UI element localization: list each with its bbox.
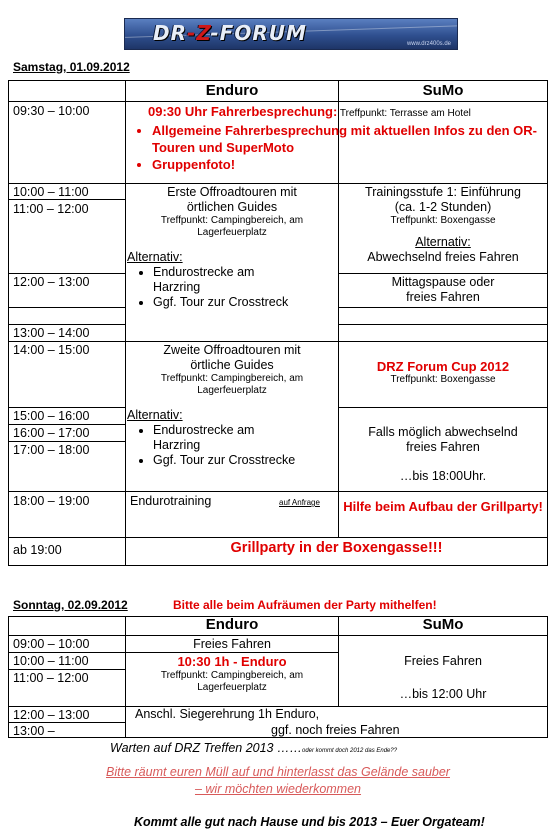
row-line [338, 307, 547, 308]
row-line [9, 324, 125, 325]
sumo-until-12: …bis 12:00 Uhr [399, 687, 487, 701]
cup-title: DRZ Forum Cup 2012 [376, 359, 510, 374]
row-line [9, 424, 125, 425]
banner-url: www.drz400s.de [406, 41, 451, 47]
time-slot: 13:00 – 14:00 [13, 326, 90, 340]
time-slot: 15:00 – 16:00 [13, 409, 90, 423]
row-line [338, 324, 547, 325]
sumo-lunch-cell [339, 275, 547, 305]
alt2-item: • Endurostrecke am Harzring [153, 423, 337, 453]
column-header-sumo: SuMo [422, 616, 464, 633]
cup-meeting-point: Treffpunkt: Boxengasse [390, 374, 496, 385]
briefing-item: • Gruppenfoto! [152, 156, 546, 173]
sunday-schedule-table [8, 616, 548, 738]
forum-banner [124, 18, 458, 50]
sumo-alt-text: Abwechselnd freies Fahren [367, 250, 519, 264]
time-slot: 12:00 – 13:00 [13, 708, 90, 722]
free-enduro: Freies Fahren [193, 637, 271, 651]
column-header-enduro: Enduro [205, 616, 259, 633]
time-slot: 11:00 – 12:00 [13, 202, 89, 216]
column-header-enduro: Enduro [205, 82, 259, 99]
time-slot: 10:00 – 11:00 [13, 185, 89, 199]
column-header-sumo: SuMo [422, 82, 464, 99]
tour1-title: Erste Offroadtouren mit örtlichen Guides [167, 185, 297, 214]
sumo-alt-label: Alternativ: [415, 235, 471, 249]
row-line [9, 669, 125, 670]
sumo-training-cell [339, 185, 547, 265]
free-more: ggf. noch freies Fahren [271, 723, 400, 737]
sumo-training-meeting-point: Treffpunkt: Boxengasse [390, 215, 496, 226]
on-request-link[interactable]: auf Anfrage [279, 498, 320, 507]
enduro-training: Endurotraining [130, 494, 212, 508]
time-slot: 09:30 – 10:00 [13, 104, 90, 118]
time-slot: 16:00 – 17:00 [13, 426, 90, 440]
footer-wait-text: Warten auf DRZ Treffen 2013 …… [110, 741, 302, 755]
row-line [9, 101, 547, 102]
sumo-lunch-text: Mittagspause oder freies Fahren [391, 275, 495, 304]
briefing-meeting-point: Treffpunkt: Terrasse am Hotel [337, 108, 471, 119]
sumo-until: …bis 18:00Uhr. [399, 469, 487, 483]
logo-dash: -Z [187, 21, 211, 45]
cup-cell [339, 359, 547, 386]
saturday-heading: Samstag, 01.09.2012 [13, 60, 130, 74]
row-line [9, 341, 547, 342]
row-line [9, 491, 547, 492]
saturday-schedule-table [8, 80, 548, 566]
grillparty: Grillparty in der Boxengasse!!! [230, 540, 443, 556]
logo-main: DR [153, 21, 188, 45]
row-line [9, 307, 125, 308]
time-slot: 14:00 – 15:00 [13, 343, 90, 357]
alt2-item: • Ggf. Tour zur Crosstrecke [153, 453, 337, 468]
footer-bye: Kommt alle gut nach Hause und bis 2013 – Euer Orgateam! [134, 815, 485, 829]
row-line [9, 407, 125, 408]
forum-logo [153, 21, 307, 45]
time-slot: 10:00 – 11:00 [13, 654, 89, 668]
grill-help: Hilfe beim Aufbau der Grillparty! [343, 499, 543, 514]
time-slot: 11:00 – 12:00 [13, 671, 89, 685]
row-line [9, 652, 338, 653]
alt2-label: Alternativ: [127, 408, 183, 422]
sunday-heading: Sonntag, 02.09.2012 [13, 598, 128, 612]
time-slot: 17:00 – 18:00 [13, 443, 90, 457]
time-slot: 09:00 – 10:00 [13, 637, 90, 651]
row-line [9, 273, 125, 274]
time-slot: ab 19:00 [13, 543, 62, 557]
sumo-free-text: Falls möglich abwechselnd freies Fahren [368, 425, 518, 454]
footer-trash: Bitte räumt euren Müll auf und hinterlasst das Gelände sauber [106, 765, 450, 779]
sumo-training-title: Trainingsstufe 1: Einführung (ca. 1-2 Stunden) [365, 185, 521, 214]
time-slot: 18:00 – 19:00 [13, 494, 90, 508]
alt-item: • Ggf. Tour zur Crosstreck [153, 295, 337, 310]
row-line [9, 183, 547, 184]
time-slot: 13:00 – [13, 724, 55, 738]
sunday-note: Bitte alle beim Aufräumen der Party mithelfen! [173, 598, 437, 612]
time-slot: 12:00 – 13:00 [13, 275, 90, 289]
tour2-meeting-point: Treffpunkt: Campingbereich, am Lagerfeuerplatz [160, 373, 304, 396]
briefing-item: • Allgemeine Fahrerbesprechung mit aktuellen Infos zu den OR-Touren und SuperMoto [152, 122, 546, 156]
row-line [9, 635, 547, 636]
free-sumo: Freies Fahren [404, 654, 482, 668]
footer-return: – wir möchten wiederkommen [194, 782, 362, 796]
enduro-1h: 10:30 1h - Enduro [177, 654, 287, 669]
alt-item: • Endurostrecke am Harzring [153, 265, 337, 295]
footer-wait-small: oder kommt doch 2012 das Ende?? [301, 748, 398, 754]
enduro-tour1-cell [127, 185, 337, 310]
briefing-cell [126, 104, 546, 173]
logo-tail: -FORUM [210, 21, 307, 45]
row-line [338, 273, 547, 274]
briefing-title: 09:30 Uhr Fahrerbesprechung: [148, 104, 338, 119]
ceremony: Anschl. Siegerehrung 1h Enduro, [135, 707, 320, 721]
row-line [9, 537, 547, 538]
enduro-tour2-cell [127, 343, 337, 468]
alt-label: Alternativ: [127, 250, 183, 264]
sumo-free-cell [339, 425, 547, 484]
tour1-meeting-point: Treffpunkt: Campingbereich, am Lagerfeuerplatz [160, 215, 304, 238]
enduro-1h-meeting-point: Treffpunkt: Campingbereich, am Lagerfeuerplatz [160, 670, 304, 693]
tour2-title: Zweite Offroadtouren mit örtliche Guides [163, 343, 301, 372]
footer-wait [110, 741, 397, 755]
row-line [338, 407, 547, 408]
row-line [9, 441, 125, 442]
